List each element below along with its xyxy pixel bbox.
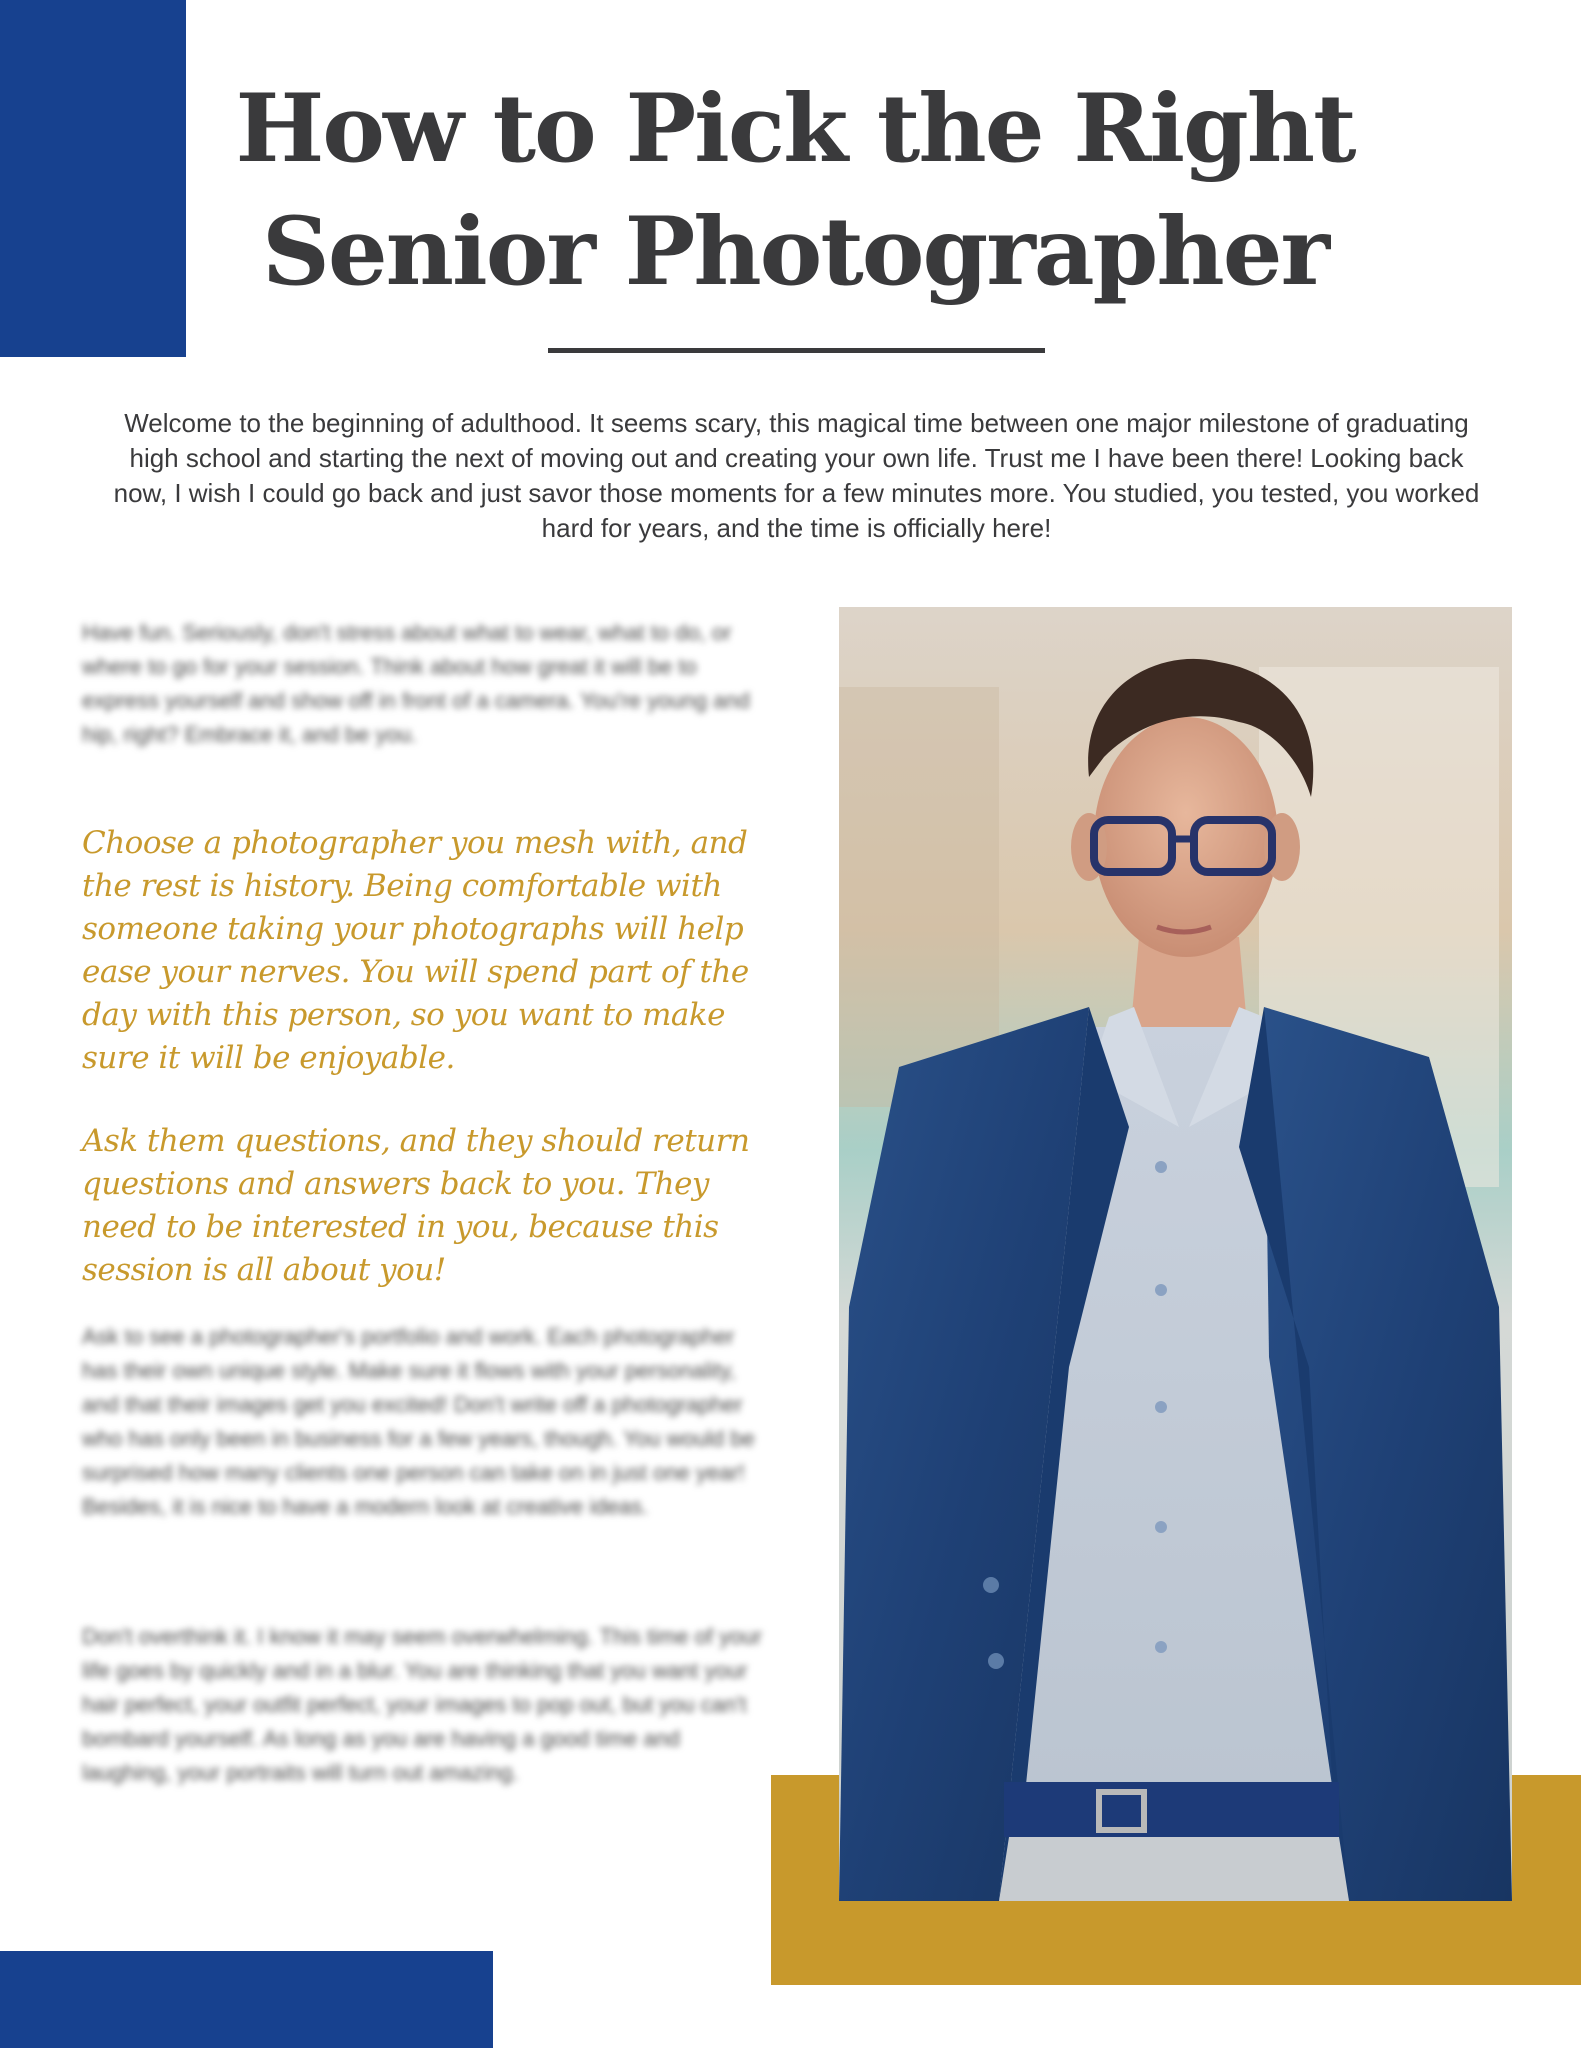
portrait-illustration	[839, 607, 1512, 1901]
body-paragraph-3: Don't overthink it. I know it may seem overwhelming. This time of your life goes by quickly and in a blur. You are thinking that you want your hair perfect, your outfit perfect, your images to pop out, but you can't bombard yourself. As long as you are having a good time and laughing, your portraits will turn out amazing.	[82, 1624, 762, 1785]
title-divider	[548, 348, 1045, 353]
decorative-blue-block-top	[0, 0, 186, 357]
decorative-blue-block-bottom	[0, 1951, 493, 2048]
page-title	[230, 68, 1360, 314]
title-line-2: Senior Photographer	[261, 197, 1329, 307]
pull-quote-2: Ask them questions, and they should return questions and answers back to you. They need to be interested in you, because this session is all about you!	[82, 1123, 750, 1288]
body-paragraph-2: Ask to see a photographer's portfolio and work. Each photographer has their own unique style. Make sure it flows with your personality, and that their images get you excited! Don't write off a photographer who has only been in business for a few years, though. You would be surprised how many clients one person can take on in just one year! Besides, it is nice to have a modern look at creative ideas.	[82, 1324, 755, 1519]
body-paragraph-1: Have fun. Seriously, don't stress about what to wear, what to do, or where to go for your session. Think about how great it will be to express yourself and show off in front of a camera. You're young and hip, right? Embrace it, and be you.	[82, 620, 750, 747]
pull-quote-1: Choose a photographer you mesh with, and the rest is history. Being comfortable with someone taking your photographs will help ease your nerves. You will spend part of the day with this person, so you want to make sure it will be enjoyable.	[82, 825, 749, 1076]
senior-portrait-photo	[839, 607, 1512, 1901]
intro-paragraph: Welcome to the beginning of adulthood. It seems scary, this magical time between one major milestone of graduating high school and starting the next of moving out and creating your own life. Trust me I have been there! Looking back now, I wish I could go back and just savor those moments for a few minutes more. You studied, you tested, you worked hard for years, and the time is officially here!	[113, 408, 1480, 543]
title-line-1: How to Pick the Right	[235, 74, 1355, 184]
